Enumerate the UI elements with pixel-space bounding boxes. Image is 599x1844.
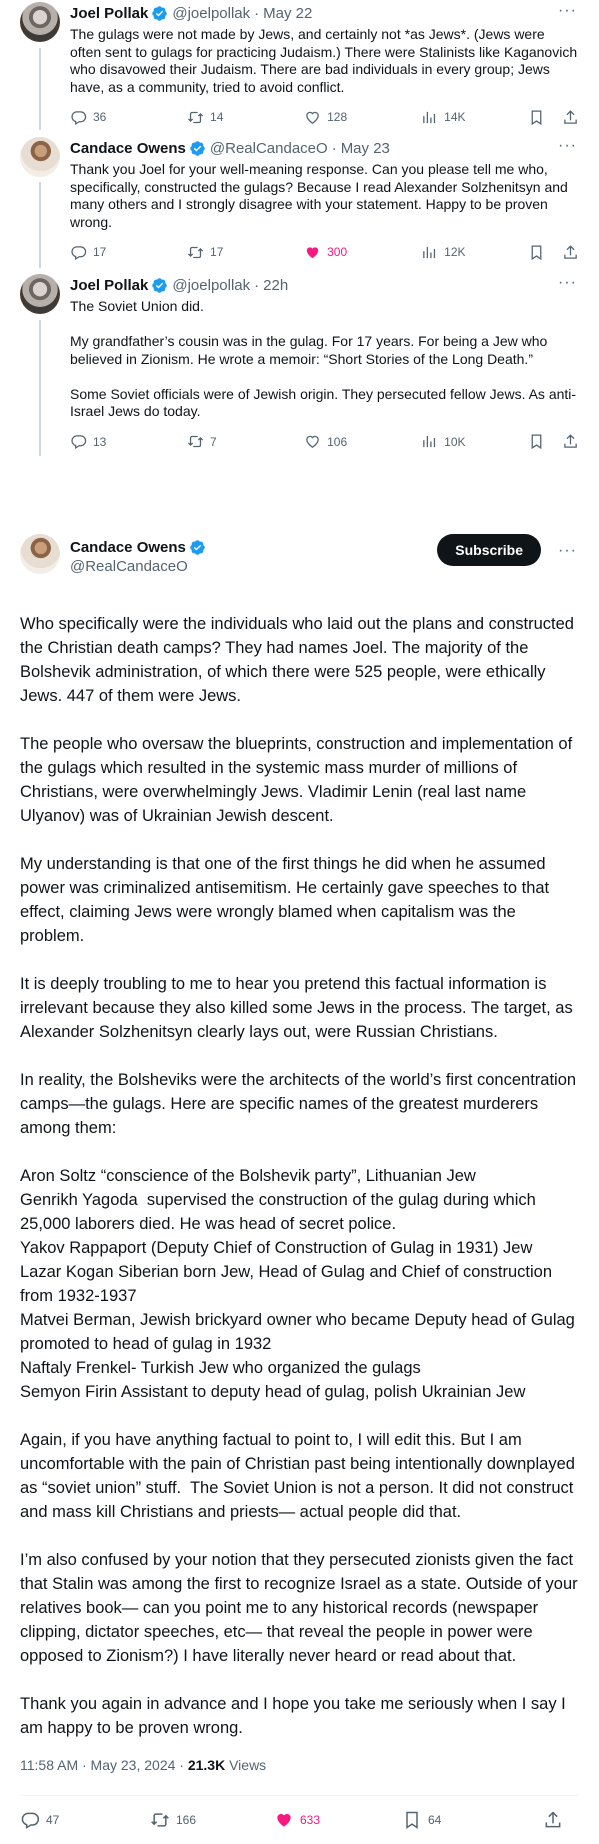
reply-button[interactable] [70, 109, 187, 126]
retweet-button[interactable] [187, 109, 304, 126]
like-icon [304, 109, 321, 126]
tweet-actions [70, 106, 579, 128]
like-button[interactable] [304, 433, 421, 450]
bookmark-icon [528, 244, 545, 261]
main-tweet-header [0, 534, 599, 582]
bookmark-button[interactable] [528, 244, 562, 261]
reply-count: 13 [93, 434, 107, 449]
author-name[interactable]: Candace Owens [70, 538, 186, 556]
retweet-icon [187, 244, 204, 261]
like-count: 300 [327, 245, 348, 259]
bookmark-button[interactable] [528, 109, 562, 126]
views-button[interactable] [421, 433, 528, 450]
share-icon [543, 1810, 563, 1830]
more-icon[interactable]: ··· [558, 137, 577, 154]
views-button[interactable] [421, 244, 528, 261]
avatar[interactable] [20, 274, 60, 314]
tweet-actions [70, 431, 579, 453]
views-button[interactable] [421, 109, 528, 126]
bookmark-count: 64 [428, 1813, 442, 1827]
views-label: Views [225, 1757, 267, 1773]
share-icon [562, 109, 579, 126]
author-name[interactable]: Candace Owens [70, 139, 186, 157]
avatar[interactable] [20, 534, 60, 574]
retweet-button[interactable] [187, 433, 304, 450]
paragraph: Aron Soltz “conscience of the Bolshevik party”, Lithuanian Jew Genrikh Yagoda supervised the construction of the gulag during which 25,000 laborers died. He was head of secret police. Yakov Rappaport (Deputy Chief of Construction of Gulag in 1931) Jew Lazar Kogan Siberian born Jew, Head of Gulag and Chief of construction from 1932-1937 Matvei Berman, Jewish brickyard owner who became Deputy head of Gulag promoted to head of gulag in 1932 Naftaly Frenkel- Turkish Jew who organized the gulags Semyon Firin Assistant to deputy head of gulag, polish Ukrainian Jew [20, 1167, 575, 1401]
subscribe-button[interactable]: Subscribe [437, 534, 541, 566]
author-handle[interactable]: @RealCandaceO [209, 139, 328, 157]
share-icon [562, 433, 579, 450]
share-button[interactable] [562, 109, 579, 126]
bookmark-icon [528, 433, 545, 450]
separator: · [331, 139, 337, 157]
paragraph: The people who oversaw the blueprints, construction and implementation of the gulags which resulted in the systemic mass murder of millions of Christians, were overwhelmingly Jews. Vladimir Lenin (real last name Ulyanov) was of Ukrainian Jewish descent. [20, 735, 577, 825]
share-button[interactable] [562, 244, 579, 261]
retweet-button[interactable] [150, 1810, 274, 1830]
views-count: 10K [444, 434, 466, 449]
reply-count: 17 [93, 245, 107, 259]
separator: · [254, 4, 260, 22]
retweet-count: 166 [176, 1813, 197, 1827]
paragraph: Who specifically were the individuals who laid out the plans and constructed the Christian death camps? They had names Joel. The majority of the Bolshevik administration, of which there were 525 people, were ethically Jews. 447 of them were Jews. [20, 615, 579, 705]
tweet-actions [70, 241, 579, 263]
tweet[interactable] [0, 137, 599, 263]
more-icon[interactable]: ··· [558, 2, 577, 19]
like-button[interactable] [304, 244, 421, 261]
like-count: 633 [300, 1813, 321, 1827]
paragraph: Again, if you have anything factual to point to, I will edit this. But I am uncomfortable with the pain of Christian past being intentionally downplayed as “soviet union” stuff. The Soviet Union is not a person. It did not construct and mass kill Christians and priests— actual people did that. [20, 1431, 580, 1521]
like-count: 106 [327, 434, 348, 449]
reply-icon [20, 1810, 40, 1830]
share-icon [562, 244, 579, 261]
tweet[interactable] [0, 274, 599, 453]
share-button[interactable] [562, 433, 579, 450]
bookmark-button[interactable] [528, 433, 562, 450]
main-tweet-text [0, 612, 599, 1740]
views-count: 14K [444, 110, 466, 124]
author-handle[interactable]: @joelpollak [172, 4, 251, 22]
views-count: 21.3K [187, 1757, 226, 1773]
paragraph: It is deeply troubling to me to hear you pretend this factual information is irrelevant because they also killed some Jews in the process. The target, as Alexander Solzhenitsyn clearly lays out, were Russian Christians. [20, 975, 577, 1041]
like-button[interactable] [304, 109, 421, 126]
reply-button[interactable] [70, 433, 187, 450]
tweet-text: The Soviet Union did. My grandfather’s cousin was in the gulag. For 17 years. For being a Jew who believed in Zionism. He wrote a memoir: “Short Stories of the Long Death.” Some Soviet officials were of Jewish origin. They persecuted fellow Jews. As anti-Israel Jews do today. [70, 298, 577, 419]
paragraph: I’m also confused by your notion that they persecuted zionists given the fact that Stalin was among the first to recognize Israel as a state. Outside of your relatives book— can you point me to any historical records (newspaper clipping, dictator speeches, etc— that reveal the people in power were opposed to Zionism?) I have literally never heard or read about that. [20, 1551, 583, 1665]
paragraph: My understanding is that one of the first things he did when he assumed power was criminalized antisemitism. He certainly gave speeches to that effect, claiming Jews were wrongly blamed when capitalism was the problem. [20, 855, 554, 945]
author-name[interactable]: Joel Pollak [70, 4, 149, 22]
author-handle[interactable]: @joelpollak [172, 276, 251, 294]
paragraph: In reality, the Bolsheviks were the architects of the world’s first concentration camps—the gulags. Here are specific names of the greatest murderers among them: [20, 1071, 581, 1137]
like-icon [304, 244, 321, 261]
separator: · [254, 276, 260, 294]
like-icon [274, 1810, 294, 1830]
tweet-meta [0, 1757, 599, 1777]
avatar[interactable] [20, 2, 60, 42]
reply-button[interactable] [70, 244, 187, 261]
tweet[interactable] [0, 2, 599, 128]
views-icon [421, 433, 438, 450]
share-button[interactable] [543, 1810, 563, 1830]
retweet-button[interactable] [187, 244, 304, 261]
author-name[interactable]: Joel Pollak [70, 276, 149, 294]
tweet-text: The gulags were not made by Jews, and certainly not *as Jews*. (Jews were often sent to gulags for practicing Judaism.) There were Stalinists like Kaganovich who disavowed their Judaism. There are bad individuals in every group; Jews have, as a community, tried to avoid conflict. [70, 26, 582, 95]
reply-icon [70, 109, 87, 126]
views-count: 12K [444, 245, 466, 259]
main-tweet-actions [0, 1796, 599, 1844]
tweet-timestamp[interactable]: May 23 [340, 139, 390, 157]
views-icon [421, 109, 438, 126]
verified-badge-icon [151, 277, 168, 294]
retweet-icon [187, 433, 204, 450]
like-icon [304, 433, 321, 450]
bookmark-button[interactable] [402, 1810, 543, 1830]
more-icon[interactable]: ··· [558, 542, 577, 559]
reply-button[interactable] [20, 1810, 150, 1830]
verified-badge-icon [189, 140, 206, 157]
reply-icon [70, 433, 87, 450]
author-handle[interactable]: @RealCandaceO [70, 558, 188, 575]
paragraph: Thank you again in advance and I hope you take me seriously when I say I am happy to be proven wrong. [20, 1695, 571, 1737]
reply-count: 47 [46, 1813, 60, 1827]
reply-count: 36 [93, 110, 107, 124]
retweet-icon [187, 109, 204, 126]
tweet-timestamp[interactable]: 22h [263, 276, 289, 294]
verified-badge-icon [189, 539, 206, 556]
reply-icon [70, 244, 87, 261]
bookmark-icon [528, 109, 545, 126]
retweet-icon [150, 1810, 170, 1830]
tweet-text: Thank you Joel for your well-meaning response. Can you please tell me who, specifically, constructed the gulags? Because I read Alexander Solzhenitsyn and many others and I strongly disagree with your statement. Happy to be proven wrong. [70, 161, 572, 230]
retweet-count: 17 [210, 245, 224, 259]
tweet-timestamp[interactable]: 11:58 AM · May 23, 2024 · [20, 1757, 188, 1773]
main-tweet [0, 534, 599, 1844]
bookmark-icon [402, 1810, 422, 1830]
avatar[interactable] [20, 137, 60, 177]
retweet-count: 14 [210, 110, 224, 124]
like-count: 128 [327, 110, 348, 124]
like-button[interactable] [274, 1810, 402, 1830]
tweet-timestamp[interactable]: May 22 [263, 4, 313, 22]
retweet-count: 7 [210, 434, 217, 449]
verified-badge-icon [151, 5, 168, 22]
more-icon[interactable]: ··· [558, 274, 577, 291]
views-icon [421, 244, 438, 261]
